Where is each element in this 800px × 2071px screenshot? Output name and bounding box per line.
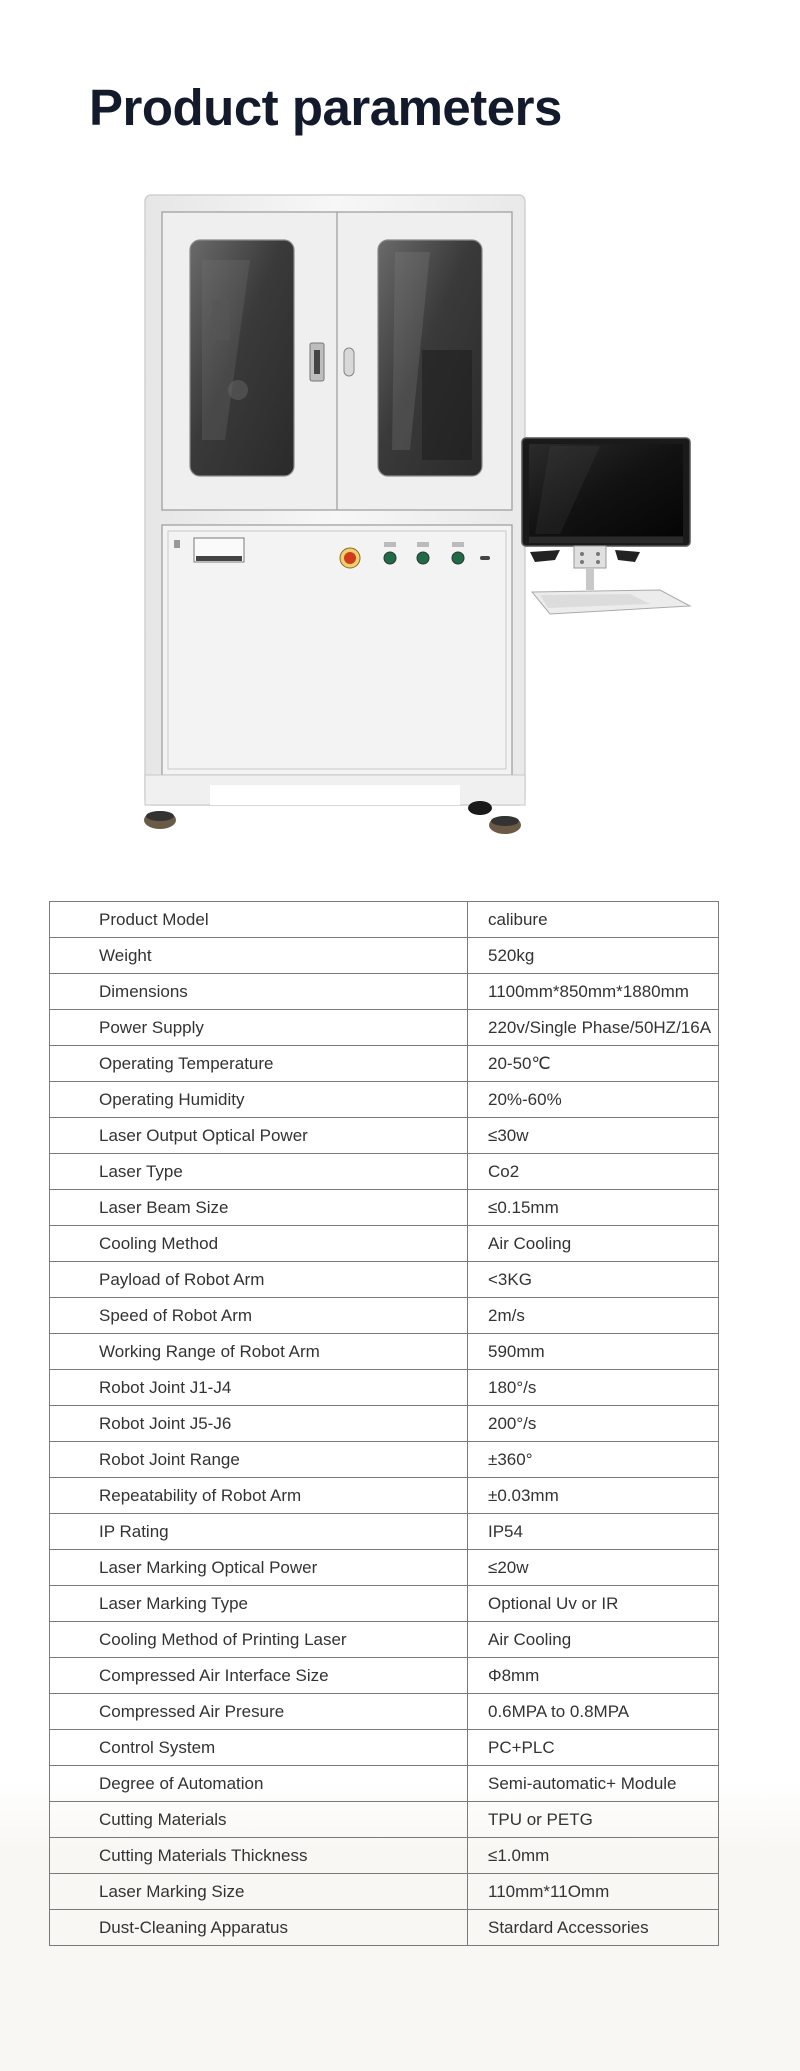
table-row [50,1910,719,1946]
value-cell: Optional Uv or IR [468,1586,719,1622]
parameter-cell: Compressed Air Interface Size [50,1658,468,1694]
parameter-cell: Operating Temperature [50,1046,468,1082]
table-row [50,1298,719,1334]
value-cell: Stardard Accessories [468,1910,719,1946]
table-row [50,1370,719,1406]
parameter-cell: Laser Marking Type [50,1586,468,1622]
parameter-cell: Cooling Method of Printing Laser [50,1622,468,1658]
value-cell: 1100mm*850mm*1880mm [468,974,719,1010]
value-cell: 110mm*11Omm [468,1874,719,1910]
table-row [50,974,719,1010]
table-row [50,1514,719,1550]
table-row [50,1730,719,1766]
table-row [50,1154,719,1190]
parameter-cell: Laser Marking Optical Power [50,1550,468,1586]
table-row [50,1694,719,1730]
parameter-cell: Dust-Cleaning Apparatus [50,1910,468,1946]
value-cell: 200°/s [468,1406,719,1442]
table-row [50,1010,719,1046]
value-cell: <3KG [468,1262,719,1298]
value-cell: ≤30w [468,1118,719,1154]
parameter-cell: Speed of Robot Arm [50,1298,468,1334]
parameter-cell: Laser Type [50,1154,468,1190]
parameter-cell: Power Supply [50,1010,468,1046]
parameter-cell: Laser Beam Size [50,1190,468,1226]
parameter-cell: Cutting Materials Thickness [50,1838,468,1874]
indicator-button-3 [452,552,464,564]
value-cell: Φ8mm [468,1658,719,1694]
parameter-cell: Payload of Robot Arm [50,1262,468,1298]
parameter-cell: Product Model [50,902,468,938]
value-cell: 220v/Single Phase/50HZ/16A [468,1010,719,1046]
table-row [50,1406,719,1442]
table-row [50,1262,719,1298]
value-cell: 590mm [468,1334,719,1370]
value-cell: ≤0.15mm [468,1190,719,1226]
parameter-cell: Control System [50,1730,468,1766]
parameter-cell: Operating Humidity [50,1082,468,1118]
value-cell: ≤1.0mm [468,1838,719,1874]
value-cell: Air Cooling [468,1226,719,1262]
door-handle-right [344,348,354,376]
page-title: Product parameters [89,79,562,136]
table-row [50,1082,719,1118]
usb-port [480,556,490,560]
value-cell: 20-50℃ [468,1046,719,1082]
parameter-cell: Degree of Automation [50,1766,468,1802]
value-cell: 20%-60% [468,1082,719,1118]
table-row [50,938,719,974]
value-cell: ±0.03mm [468,1478,719,1514]
table-row [50,1118,719,1154]
value-cell: 520kg [468,938,719,974]
parameter-cell: Robot Joint J5-J6 [50,1406,468,1442]
table-row [50,1442,719,1478]
parameter-cell: Laser Marking Size [50,1874,468,1910]
value-cell: IP54 [468,1514,719,1550]
parameter-cell: Compressed Air Presure [50,1694,468,1730]
value-cell: 2m/s [468,1298,719,1334]
parameter-cell: Dimensions [50,974,468,1010]
parameter-cell: Weight [50,938,468,974]
parameter-cell: Cooling Method [50,1226,468,1262]
value-cell: calibure [468,902,719,938]
parameter-cell: Robot Joint J1-J4 [50,1370,468,1406]
value-cell: ±360° [468,1442,719,1478]
value-cell: ≤20w [468,1550,719,1586]
table-row [50,1838,719,1874]
parameter-cell: Cutting Materials [50,1802,468,1838]
parameter-cell: Robot Joint Range [50,1442,468,1478]
table-row [50,1190,719,1226]
table-row [50,1658,719,1694]
parameter-cell: Working Range of Robot Arm [50,1334,468,1370]
table-row [50,902,719,938]
table-row [50,1622,719,1658]
table-row [50,1550,719,1586]
value-cell: PC+PLC [468,1730,719,1766]
spec-table-body [50,902,719,1946]
indicator-button-1 [384,552,396,564]
table-row [50,1046,719,1082]
table-row [50,1874,719,1910]
table-row [50,1586,719,1622]
indicator-button-2 [417,552,429,564]
laser-marking-machine-illustration [130,190,730,840]
parameter-cell: IP Rating [50,1514,468,1550]
value-cell: 0.6MPA to 0.8MPA [468,1694,719,1730]
table-row [50,1226,719,1262]
spec-table [49,901,719,1946]
value-cell: Semi-automatic+ Module [468,1766,719,1802]
parameter-cell: Laser Output Optical Power [50,1118,468,1154]
table-row [50,1478,719,1514]
value-cell: 180°/s [468,1370,719,1406]
value-cell: Co2 [468,1154,719,1190]
table-row [50,1334,719,1370]
value-cell: TPU or PETG [468,1802,719,1838]
table-row [50,1766,719,1802]
value-cell: Air Cooling [468,1622,719,1658]
table-row [50,1802,719,1838]
parameter-cell: Repeatability of Robot Arm [50,1478,468,1514]
